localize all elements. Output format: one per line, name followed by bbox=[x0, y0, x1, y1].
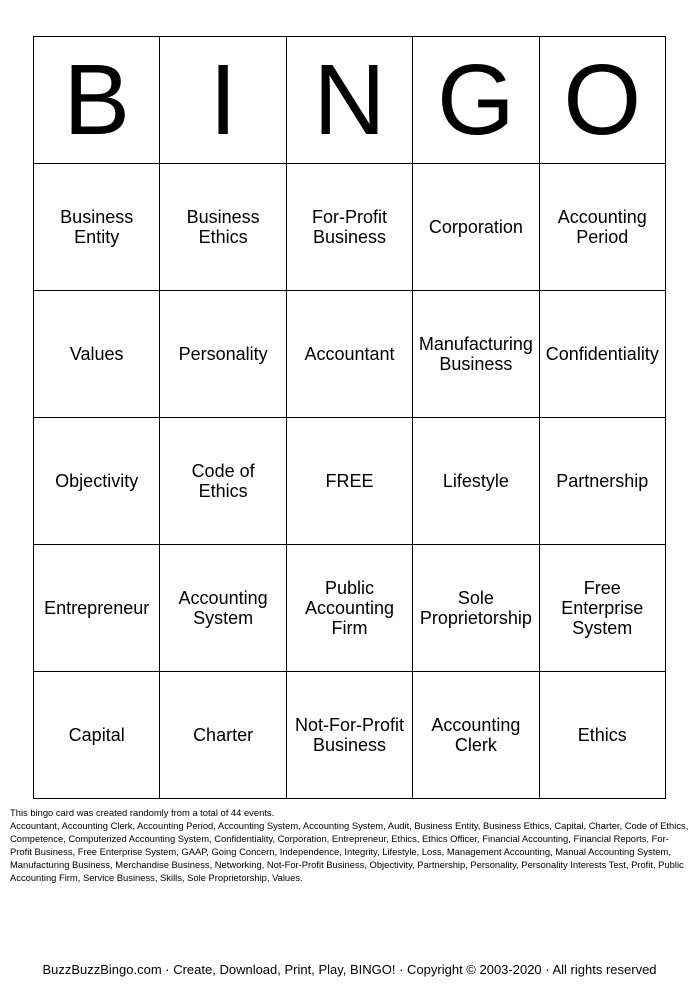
free-space-cell bbox=[286, 418, 412, 545]
card-info-summary: This bingo card was created randomly from a total of 44 events. bbox=[10, 807, 275, 818]
bingo-cell-label: Business Ethics bbox=[186, 207, 260, 247]
bingo-header-row bbox=[34, 37, 666, 164]
bingo-cell bbox=[286, 672, 412, 799]
bingo-cell bbox=[34, 672, 160, 799]
bingo-cell-label: Free Enterprise System bbox=[561, 578, 644, 638]
card-info-note bbox=[10, 806, 690, 884]
bingo-row-2 bbox=[34, 291, 666, 418]
bingo-cell-label: Ethics bbox=[577, 725, 627, 745]
bingo-cell-label: Accountant bbox=[304, 344, 395, 364]
bingo-cell bbox=[34, 545, 160, 672]
bingo-cell-label: Charter bbox=[193, 725, 254, 745]
bingo-cell-label: Code of Ethics bbox=[191, 461, 255, 501]
bingo-cell-label: Personality bbox=[178, 344, 268, 364]
bingo-cell-label: Not-For-Profit Business bbox=[294, 715, 404, 755]
bingo-cell bbox=[286, 545, 412, 672]
bingo-cell bbox=[34, 164, 160, 291]
site-footer: BuzzBuzzBingo.com · Create, Download, Print, Play, BINGO! · Copyright © 2003-2020 · All rights reserved bbox=[42, 962, 657, 977]
bingo-row-5 bbox=[34, 672, 666, 799]
bingo-cell bbox=[160, 164, 286, 291]
bingo-cell-label: Sole Proprietorship bbox=[419, 588, 532, 628]
bingo-cell bbox=[34, 418, 160, 545]
bingo-cell bbox=[539, 164, 665, 291]
bingo-cell bbox=[539, 418, 665, 545]
header-letter-b: B bbox=[34, 37, 160, 164]
bingo-cell bbox=[413, 418, 539, 545]
bingo-cell bbox=[413, 291, 539, 418]
bingo-cell-label: Confidentiality bbox=[545, 344, 659, 364]
bingo-cell bbox=[34, 291, 160, 418]
bingo-cell bbox=[286, 164, 412, 291]
card-event-list: Accountant, Accounting Clerk, Accounting Period, Accounting System, Accounting System, Audit, Business Entity, Business Ethics, Capital, Charter, Code of Ethics, Competence, Computerized Accounting System, Confidentiality, Corporation, Entrepreneur, Ethics, Ethics Officer, Financial Accounting, Financial Reports, For-Profit Business, Free Enterprise System, GAAP, Going Concern, Independence, Integrity, Lifestyle, Loss, Management Accounting, Manual Accounting System, Manufacturing Business, Merchandise Business, Networking, Not-For-Profit Business, Objectivity, Partnership, Personality, Personality Interests Test, Profit, Public Accounting Firm, Service Business, Skills, Sole Proprietorship, Values. bbox=[10, 820, 689, 883]
bingo-cell-label: Accounting Clerk bbox=[431, 715, 521, 755]
bingo-cell-label: For-Profit Business bbox=[311, 207, 387, 247]
bingo-cell bbox=[413, 672, 539, 799]
bingo-row-1 bbox=[34, 164, 666, 291]
bingo-cell bbox=[160, 672, 286, 799]
bingo-cell-label: Lifestyle bbox=[442, 471, 509, 491]
bingo-cell-label: Partnership bbox=[556, 471, 649, 491]
bingo-cell-label: Accounting System bbox=[178, 588, 268, 628]
bingo-cell-label: Entrepreneur bbox=[44, 598, 150, 618]
bingo-cell bbox=[539, 291, 665, 418]
bingo-cell-label: Accounting Period bbox=[557, 207, 647, 247]
bingo-cell bbox=[413, 545, 539, 672]
bingo-cell-label: Business Entity bbox=[60, 207, 134, 247]
bingo-cell bbox=[539, 545, 665, 672]
bingo-cell-label: Manufacturing Business bbox=[418, 334, 533, 374]
header-letter-n: N bbox=[286, 37, 412, 164]
bingo-cell bbox=[160, 418, 286, 545]
bingo-cell-label: Public Accounting Firm bbox=[304, 578, 394, 638]
header-letter-g: G bbox=[413, 37, 539, 164]
bingo-cell bbox=[413, 164, 539, 291]
bingo-cell bbox=[160, 545, 286, 672]
bingo-row-4 bbox=[34, 545, 666, 672]
bingo-cell bbox=[539, 672, 665, 799]
free-space-label: FREE bbox=[325, 471, 374, 491]
bingo-cell bbox=[160, 291, 286, 418]
bingo-cell-label: Corporation bbox=[428, 217, 523, 237]
bingo-card bbox=[33, 36, 666, 799]
header-letter-i: I bbox=[160, 37, 286, 164]
header-letter-o: O bbox=[539, 37, 665, 164]
bingo-cell-label: Values bbox=[69, 344, 124, 364]
bingo-cell-label: Capital bbox=[68, 725, 125, 745]
bingo-cell bbox=[286, 291, 412, 418]
bingo-row-3 bbox=[34, 418, 666, 545]
bingo-cell-label: Objectivity bbox=[55, 471, 139, 491]
